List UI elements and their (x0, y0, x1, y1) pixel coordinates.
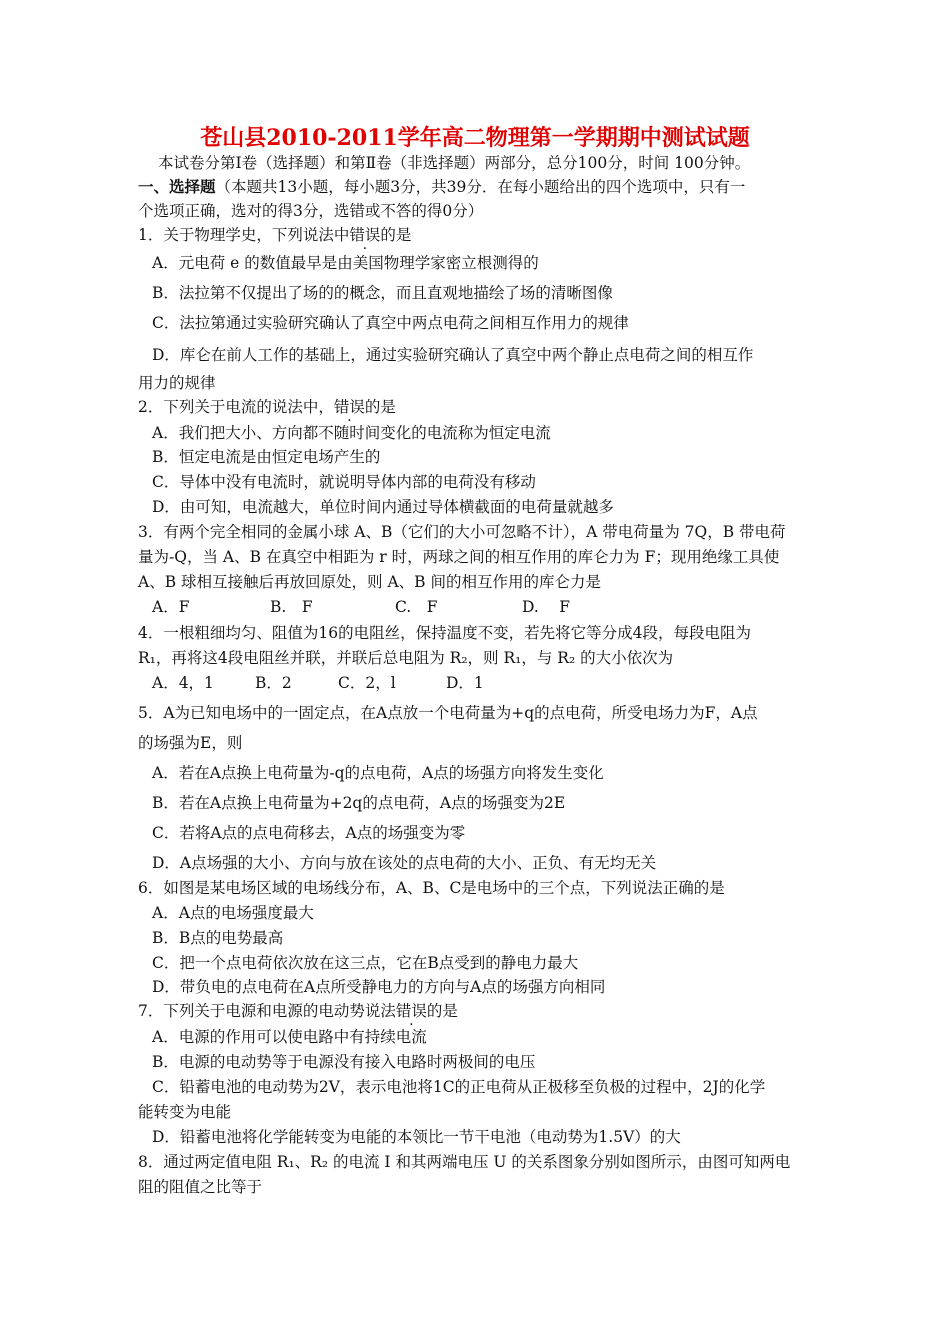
question-4-option-d: D．1 (446, 674, 484, 692)
question-1-stem (138, 224, 411, 246)
question-1-emphasis (349, 226, 380, 244)
question-1-stem-b: 的是 (380, 226, 412, 244)
question-7-stem-a: 7．下列关于电源和电源的电动势说法 (138, 1002, 396, 1020)
section-heading (138, 176, 745, 198)
question-4-line-1: 4．一根粗细均匀、阻值为16的电阻丝，保持温度不变，若先将它等分成4段，每段电阻为 (138, 624, 751, 642)
question-7-option-a: A．电源的作用可以使电路中有持续电流 (152, 1028, 427, 1046)
question-1-option-a: A．元电荷 e 的数值最早是由美国物理学家密立根测得的 (152, 254, 539, 272)
emphasis-text: 错误 (333, 398, 365, 416)
question-7-option-b: B．电源的电动势等于电源没有接入电路时两极间的电压 (152, 1053, 536, 1071)
question-8-line-2: 阻的阻值之比等于 (138, 1178, 263, 1196)
question-7-stem (138, 1000, 458, 1022)
question-7-option-c-cont: 能转变为电能 (138, 1103, 232, 1121)
emphasis-text: 错误 (395, 1002, 427, 1020)
question-1-option-c: C．法拉第通过实验研究确认了真空中两点电荷之间相互作用力的规律 (152, 314, 629, 332)
question-3-line-3: A、B 球相互接触后再放回原处，则 A、B 间的相互作用的库仑力是 (138, 573, 601, 591)
question-6-option-b: B．B点的电势最高 (152, 929, 284, 947)
section-title: 一、选择题 (138, 177, 216, 196)
question-1-option-d-cont: 用力的规律 (138, 374, 216, 392)
question-2-stem-b: 的是 (364, 398, 396, 416)
question-8-line-1: 8．通过两定值电阻 R₁、R₂ 的电流 I 和其两端电压 U 的关系图象分别如图所示，由图可知两电 (138, 1153, 791, 1171)
question-4-option-c: C．2，l (338, 674, 396, 692)
section-desc-1: （本题共13小题，每小题3分，共39分．在每小题给出的四个选项中，只有一 (215, 178, 746, 196)
question-3-option-a: A．F (152, 598, 190, 616)
question-1-option-d: D．库仑在前人工作的基础上，通过实验研究确认了真空中两个静止点电荷之间的相互作 (152, 346, 754, 364)
question-5-option-a: A．若在A点换上电荷量为-q的点电荷，A点的场强方向将发生变化 (152, 764, 604, 782)
question-2-option-c: C．导体中没有电流时，就说明导体内部的电荷没有移动 (152, 473, 536, 491)
question-3-line-2: 量为-Q，当 A、B 在真空中相距为 r 时，两球之间的相互作用的库仑力为 F；现用绝缘工具使 (138, 548, 780, 566)
question-1-option-b: B．法拉第不仅提出了场的的概念，而且直观地描绘了场的清晰图像 (152, 284, 613, 302)
question-4-option-a: A．4，1 (152, 674, 214, 692)
question-5-line-1: 5．A为已知电场中的一固定点，在A点放一个电荷量为+q的点电荷，所受电场力为F，A点 (138, 704, 758, 722)
question-7-stem-b: 的是 (426, 1002, 458, 1020)
question-7-option-d: D．铅蓄电池将化学能转变为电能的本领比一节干电池（电动势为1.5V）的大 (152, 1128, 681, 1146)
exam-title: 苍山县2010-2011学年高二物理第一学期期中测试试题 (200, 125, 750, 151)
question-5-option-b: B．若在A点换上电荷量为+2q的点电荷，A点的场强变为2E (152, 794, 566, 812)
question-6-stem: 6．如图是某电场区域的电场线分布，A、B、C是电场中的三个点，下列说法正确的是 (138, 879, 725, 897)
question-5-option-c: C．若将A点的点电荷移去，A点的场强变为零 (152, 824, 466, 842)
question-7-option-c: C．铅蓄电池的电动势为2V，表示电池将1C的正电荷从正极移至负极的过程中，2J的化学 (152, 1078, 766, 1096)
question-2-option-a: A．我们把大小、方向都不随时间变化的电流称为恒定电流 (152, 424, 551, 442)
question-2-option-b: B．恒定电流是由恒定电场产生的 (152, 448, 381, 466)
question-6-option-a: A．A点的电场强度最大 (152, 904, 314, 922)
question-4-option-b: B．2 (255, 674, 292, 692)
question-6-option-d: D．带负电的点电荷在A点所受静电力的方向与A点的场强方向相同 (152, 978, 606, 996)
question-6-option-c: C．把一个点电荷依次放在这三点，它在B点受到的静电力最大 (152, 954, 579, 972)
question-3-option-d: D. F (522, 598, 570, 616)
question-2-stem-a: 2．下列关于电流的说法中， (138, 398, 334, 416)
question-1-stem-a: 1．关于物理学史，下列说法中 (138, 226, 350, 244)
question-5-line-2: 的场强为E，则 (138, 734, 243, 752)
emphasis-text: 错误 (349, 226, 381, 244)
question-2-option-d: D．由可知，电流越大，单位时间内通过导体横截面的电荷量就越多 (152, 498, 614, 516)
question-3-option-b: B. F (270, 598, 313, 616)
exam-intro: 本试卷分第Ⅰ卷（选择题）和第Ⅱ卷（非选择题）两部分，总分100分，时间 100分钟。 (158, 154, 751, 172)
question-3-option-c: C. F (395, 598, 438, 616)
question-4-line-2: R₁，再将这4段电阻丝并联，并联后总电阻为 R₂，则 R₁，与 R₂ 的大小依次为 (138, 649, 674, 667)
question-5-option-d: D．A点场强的大小、方向与放在该处的点电荷的大小、正负、有无均无关 (152, 854, 657, 872)
section-desc-2: 个选项正确，选对的得3分，选错或不答的得0分） (138, 202, 484, 220)
question-2-stem (138, 396, 396, 418)
question-3-line-1: 3．有两个完全相同的金属小球 A、B（它们的大小可忽略不计），A 带电荷量为 7Q，B 带电荷 (138, 523, 786, 541)
